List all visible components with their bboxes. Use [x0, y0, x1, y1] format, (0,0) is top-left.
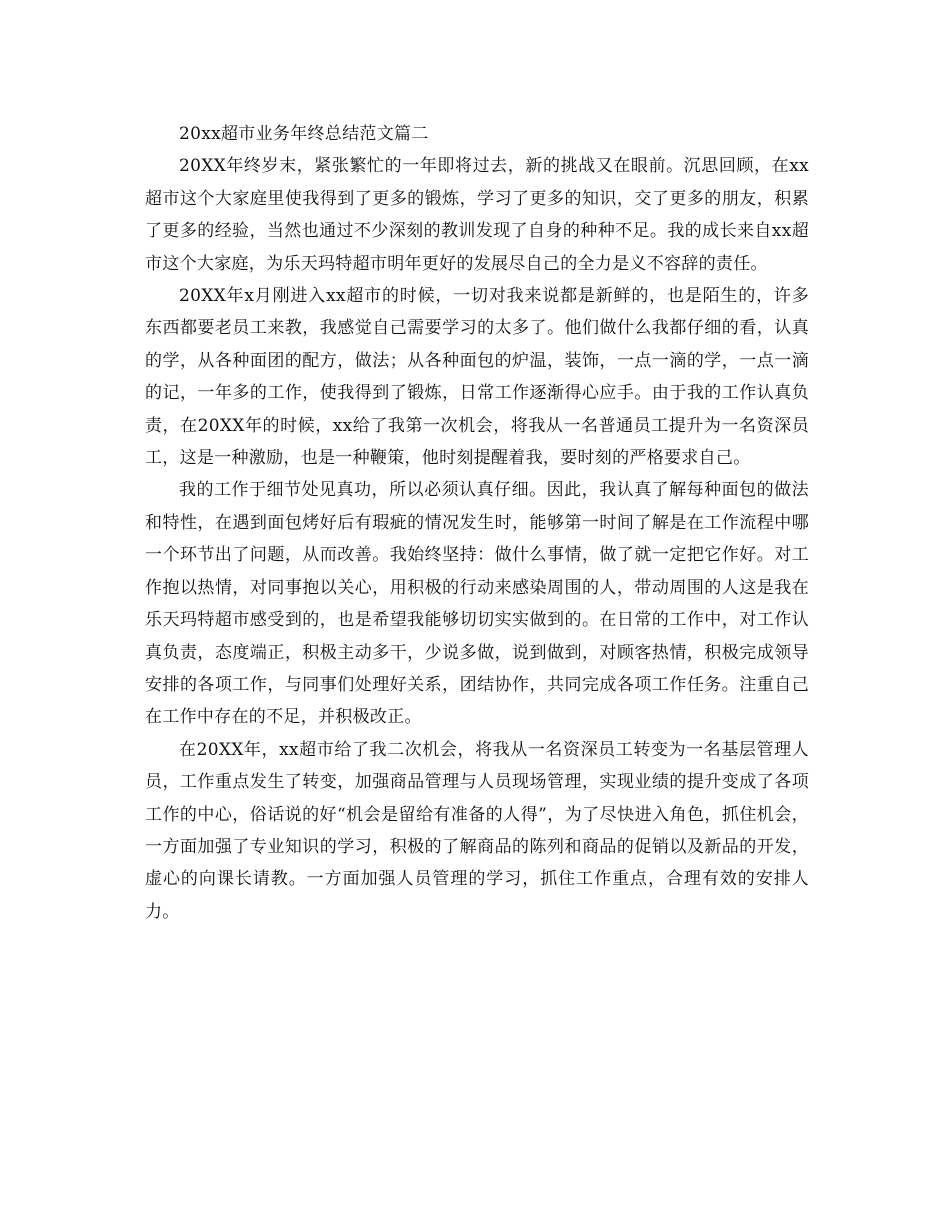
paragraph-4: 在20XX年，xx超市给了我二次机会，将我从一名资深员工转变为一名基层管理人员，工作重点发生了转变，加强商品管理与人员现场管理，实现业绩的提升变成了各项工作的中心，俗话说的好“机会是留给有准备的人得”，为了尽快进入角色，抓住机会，一方面加强了专业知识的学习，积极的了解商品的陈列和商品的促销以及新品的开发，虚心的向课长请教。一方面加强人员管理的学习，抓住工作重点，合理有效的安排人力。	[145, 739, 809, 922]
paragraph-2: 20XX年x月刚进入xx超市的时候，一切对我来说都是新鲜的，也是陌生的，许多东西都要老员工来教，我感觉自己需要学习的太多了。他们做什么我都仔细的看，认真的学，从各种面团的配方，做法；从各种面包的炉温，装饰，一点一滴的学，一点一滴的记，一年多的工作，使我得到了锻炼，日常工作逐渐得心应手。由于我的工作认真负责，在20XX年的时候，xx给了我第一次机会，将我从一名普通员工提升为一名资深员工，这是一种激励，也是一种鞭策，他时刻提醒着我，要时刻的严格要求自己。	[145, 286, 809, 469]
paragraph-1: 20XX年终岁末，紧张繁忙的一年即将过去，新的挑战又在眼前。沉思回顾，在xx超市这个大家庭里使我得到了更多的锻炼，学习了更多的知识，交了更多的朋友，积累了更多的经验，当然也通过不少深刻的教训发现了自身的种种不足。我的成长来自xx超市这个大家庭，为乐天玛特超市明年更好的发展尽自己的全力是义不容辞的责任。	[145, 156, 809, 274]
document-title: 20xx超市业务年终总结范文篇二	[179, 124, 429, 144]
paragraph-3: 我的工作于细节处见真功，所以必须认真仔细。因此，我认真了解每种面包的做法和特性，在遇到面包烤好后有瑕疵的情况发生时，能够第一时间了解是在工作流程中哪一个环节出了问题，从而改善。我始终坚持：做什么事情，做了就一定把它作好。对工作抱以热情，对同事抱以关心，用积极的行动来感染周围的人，带动周围的人这是我在乐天玛特超市感受到的，也是希望我能够切切实实做到的。在日常的工作中，对工作认真负责，态度端正，积极主动多干，少说多做，说到做到，对顾客热情，积极完成领导安排的各项工作，与同事们处理好关系，团结协作，共同完成各项工作任务。注重自己在工作中存在的不足，并积极改正。	[145, 480, 809, 728]
document-page	[145, 118, 809, 928]
